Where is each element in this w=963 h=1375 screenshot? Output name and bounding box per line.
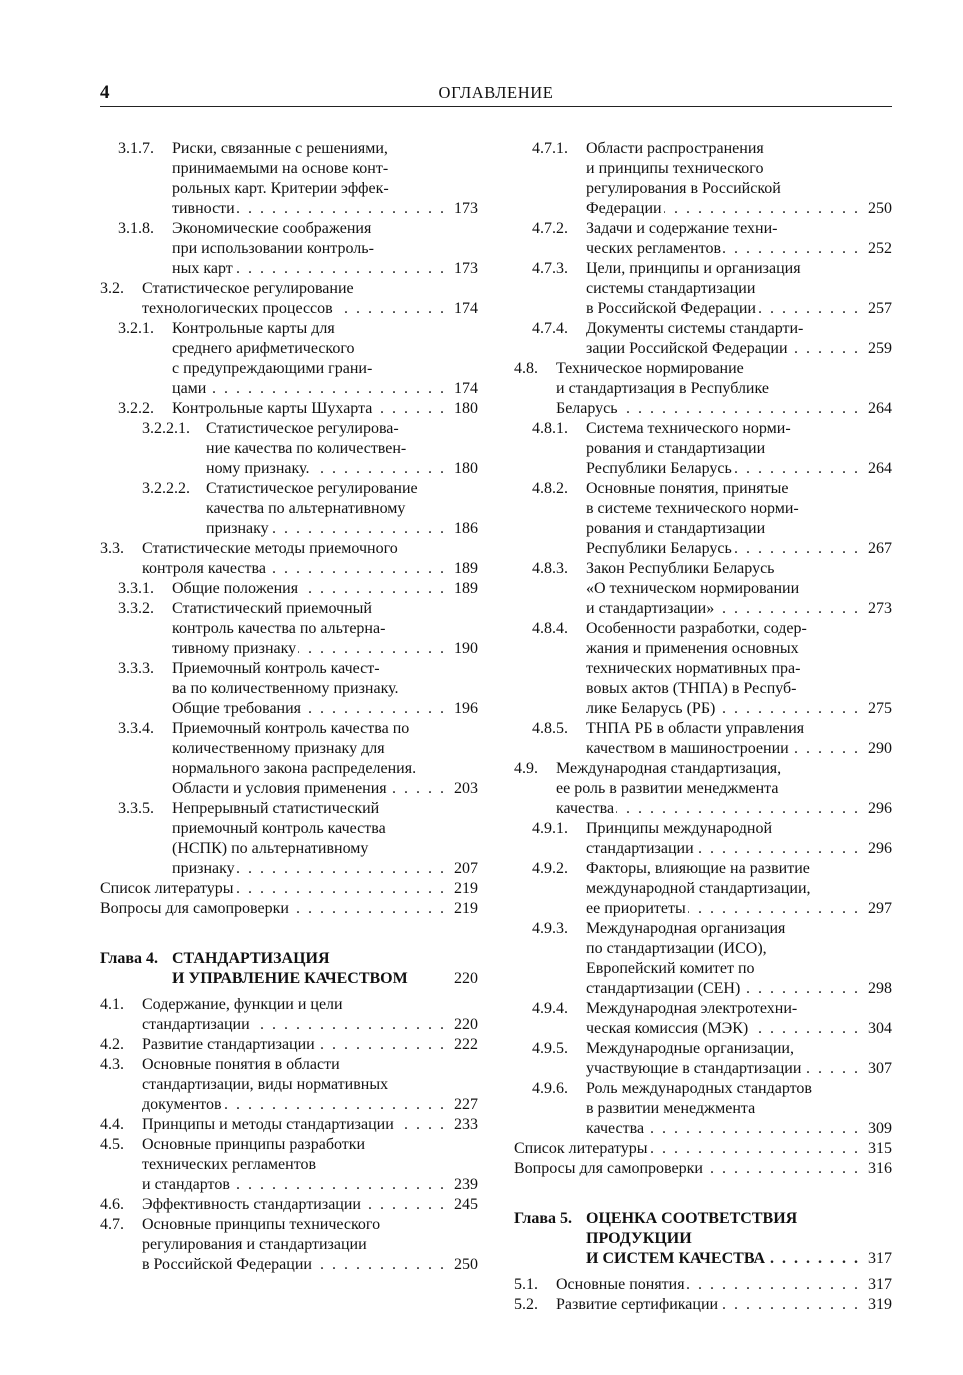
toc-entry-number: 3.3. [100,540,124,557]
toc-page-number: 173 [454,200,478,217]
toc-entry-title: жания и применения основных [586,640,799,657]
toc-leader-dots [734,459,860,479]
toc-entry-title: Принципы международной [586,820,773,837]
toc-page-number: 307 [868,1060,892,1077]
toc-page-number: 317 [868,1276,892,1293]
toc-page-number: 290 [868,740,892,757]
toc-entry-title: Непрерывный статистический [172,800,380,817]
toc-entry[interactable] [514,719,892,759]
toc-page-number: 180 [454,400,478,417]
toc-entry-title: Система технического норми- [586,420,791,437]
toc-entry-title: зации Российской Федерации [586,340,788,357]
toc-entry-title: стандартизации [142,1016,250,1033]
toc-page-number: 316 [868,1160,892,1177]
toc-entry[interactable] [100,719,478,799]
toc-entry-title: Основные принципы разработки [142,1136,366,1153]
toc-page-number: 298 [868,980,892,997]
toc-entry-number: 4.8.3. [532,560,568,577]
toc-leader-dots [758,299,860,319]
toc-leader-dots [687,1275,860,1295]
toc-entry-title: Международная организация [586,920,786,937]
toc-entry[interactable] [100,539,478,579]
toc-entry[interactable] [100,399,478,419]
toc-page-number: 257 [868,300,892,317]
toc-entry-title: Вопросы для самопроверки [514,1160,703,1177]
toc-entry-title: И СИСТЕМ КАЧЕСТВА [586,1250,766,1267]
toc-entry-title: Области и условия применения [172,780,387,797]
toc-entry-number: 4.8. [514,360,538,377]
toc-entry-title: вовых актов (ТНПА) в Респуб- [586,680,797,697]
toc-page-number: 250 [868,200,892,217]
toc-entry-title: ОЦЕНКА СООТВЕТСТВИЯ [586,1210,798,1227]
toc-page-number: 319 [868,1296,892,1313]
toc-entry-title: Общие положения [172,580,299,597]
toc-entry-title: Экономические соображения [172,220,372,237]
toc-entry-number: 3.2.2.2. [142,480,190,497]
toc-page-number: 297 [868,900,892,917]
toc-entry[interactable] [100,1055,478,1115]
toc-entry-title: Области распространения [586,140,764,157]
toc-entry-title: Международная стандартизация, [556,760,782,777]
toc-leader-dots [616,799,860,819]
toc-entry-title: Статистический приемочный [172,600,372,617]
toc-entry-title: И УПРАВЛЕНИЕ КАЧЕСТВОМ [172,970,408,987]
toc-page-number: 252 [868,240,892,257]
toc-entry-title: Республики Беларусь [586,540,732,557]
toc-entry-title: Факторы, влияющие на развитие [586,860,810,877]
toc-page-number: 220 [454,970,478,987]
toc-page-number: 220 [454,1016,478,1033]
toc-leader-dots [335,299,446,319]
toc-entry[interactable] [100,599,478,659]
toc-entry-number: 5.1. [514,1276,538,1293]
toc-leader-dots [750,1019,860,1039]
toc-entry-title: стандартизации, виды нормативных [142,1076,389,1093]
toc-entry[interactable] [514,479,892,559]
toc-entry-number: 4.9.3. [532,920,568,937]
toc-entry-title: стандартизации (СЕН) [586,980,741,997]
toc-page-number: 267 [868,540,892,557]
toc-entry-title: в развитии менеджмента [586,1100,756,1117]
toc-entry-number: 3.1.8. [118,220,154,237]
toc-page-number: 296 [868,800,892,817]
toc-entry-title: регулирования в Российской [586,180,781,197]
toc-entry-title: Особенности разработки, содер- [586,620,807,637]
toc-leader-dots [716,599,860,619]
toc-leader-dots [271,519,446,539]
toc-page-number: 250 [454,1256,478,1273]
toc-leader-dots [311,459,446,479]
toc-entry-title: контроль качества по альтерна- [172,620,386,637]
toc-page-number: 219 [454,900,478,917]
toc-entry[interactable] [514,759,892,819]
toc-leader-dots [298,639,446,659]
toc-entry-title: Статистическое регулирование [142,280,354,297]
toc-entry-title: качества [556,800,615,817]
toc-entry-title: принимаемыми на основе конт- [172,160,389,177]
toc-entry-number: Глава 5. [514,1210,572,1227]
toc-entry-number: 3.2.1. [118,320,154,337]
toc-entry-title: (НСПК) по альтернативному [172,840,369,857]
toc-entry-number: 4.9. [514,760,538,777]
toc-entry-title: Статистическое регулирова- [206,420,399,437]
toc-entry-title: в системе технического норми- [586,500,799,517]
toc-entry-number: 3.3.4. [118,720,154,737]
toc-page-number: 239 [454,1176,478,1193]
toc-page-number: 207 [454,860,478,877]
toc-entry-title: Список литературы [514,1140,648,1157]
toc-entry-number: 4.7. [100,1216,124,1233]
toc-entry-title: Приемочный контроль качества по [172,720,410,737]
toc-entry-title: рования и стандартизации [586,440,766,457]
toc-entry-title: по стандартизации (ИСО), [586,940,767,957]
toc-leader-dots [790,339,860,359]
toc-entry-number: 4.7.4. [532,320,568,337]
toc-entry-number: 3.1.7. [118,140,154,157]
toc-entry-title: Европейский комитет по [586,960,755,977]
toc-entry-title: при использовании контроль- [172,240,374,257]
toc-entry-title: Принципы и методы стандартизации [142,1116,394,1133]
toc-leader-dots [300,579,446,599]
toc-entry-title: в Российской Федерации [142,1256,312,1273]
toc-entry-title: ТНПА РБ в области управления [586,720,805,737]
toc-entry-title: Роль международных стандартов [586,1080,812,1097]
toc-chapter-entry[interactable] [514,1209,892,1269]
toc-leader-dots [646,1119,860,1139]
toc-entry-title: Вопросы для самопроверки [100,900,289,917]
toc-entry-title: ческих регламентов [586,240,722,257]
toc-entry[interactable] [100,579,478,599]
toc-page-number: 233 [454,1116,478,1133]
toc-entry-title: ее роль в развитии менеджмента [556,780,779,797]
toc-entry[interactable] [514,139,892,219]
toc-entry-number: Глава 4. [100,950,158,967]
toc-leader-dots [224,1095,446,1115]
toc-entry[interactable] [514,1159,892,1179]
toc-page-number: 245 [454,1196,478,1213]
toc-page-number: 273 [868,600,892,617]
toc-entry-number: 3.2.2. [118,400,154,417]
toc-entry[interactable] [514,359,892,419]
toc-entry-title: Цели, принципы и организация [586,260,801,277]
toc-entry-title: Общие требования [172,700,302,717]
toc-entry-title: в Российской Федерации [586,300,756,317]
toc-entry-title: Документы системы стандарти- [586,320,804,337]
toc-entry-title: лике Беларусь (РБ) [586,700,716,717]
toc-entry-number: 3.3.3. [118,660,154,677]
toc-entry[interactable] [100,879,478,899]
toc-entry-number: 4.4. [100,1116,124,1133]
toc-entry[interactable] [514,1139,892,1159]
toc-entry-title: и принципы технического [586,160,764,177]
toc-leader-dots [705,1159,860,1179]
toc-entry-number: 4.9.1. [532,820,568,837]
toc-entry-title: регулирования и стандартизации [142,1236,367,1253]
toc-leader-dots [237,199,446,219]
toc-leader-dots [688,899,860,919]
toc-leader-dots [235,259,446,279]
toc-entry-number: 4.8.5. [532,720,568,737]
toc-entry-title: Статистическое регулирование [206,480,418,497]
toc-page-number: 190 [454,640,478,657]
toc-entry-number: 4.1. [100,996,124,1013]
toc-entry-number: 5.2. [514,1296,538,1313]
toc-entry-title: Содержание, функции и цели [142,996,343,1013]
toc-entry-title: технологических процессов [142,300,333,317]
toc-entry[interactable] [100,1035,478,1055]
toc-entry[interactable] [100,1135,478,1195]
toc-entry-title: системы стандартизации [586,280,756,297]
toc-leader-dots [363,1195,446,1215]
toc-page-number: 315 [868,1140,892,1157]
toc-entry-title: участвующие в стандартизации [586,1060,802,1077]
toc-page-number: 203 [454,780,478,797]
toc-page-number: 275 [868,700,892,717]
toc-entry-title: признаку [206,520,269,537]
toc-page-number: 186 [454,520,478,537]
toc-entry-number: 4.6. [100,1196,124,1213]
toc-entry-title: ва по количественному признаку. [172,680,399,697]
toc-entry-title: «О техническом нормировании [586,580,800,597]
toc-entry-title: Задачи и содержание техни- [586,220,778,237]
toc-entry-title: Развитие стандартизации [142,1036,315,1053]
toc-page-number: 189 [454,560,478,577]
toc-entry-number: 3.3.2. [118,600,154,617]
toc-entry[interactable] [100,279,478,319]
toc-chapter-entry[interactable] [100,949,478,989]
toc-page-number: 317 [868,1250,892,1267]
toc-entry-title: ние качества по количествен- [206,440,407,457]
toc-leader-dots [314,1255,446,1275]
toc-entry-title: Техническое нормирование [556,360,744,377]
toc-entry-title: ческая комиссия (МЭК) [586,1020,749,1037]
toc-entry-number: 4.8.4. [532,620,568,637]
toc-leader-dots [767,1249,860,1269]
toc-leader-dots [237,859,446,879]
toc-entry[interactable] [514,819,892,859]
toc-entry-title: СТАНДАРТИЗАЦИЯ [172,950,330,967]
toc-entry-number: 3.2.2.1. [142,420,190,437]
toc-entry-number: 4.7.2. [532,220,568,237]
toc-entry-title: и стандартизации» [586,600,715,617]
toc-leader-dots [291,899,446,919]
toc-entry-number: 4.7.3. [532,260,568,277]
toc-entry-title: среднего арифметического [172,340,355,357]
toc-entry-title: с предупреждающими грани- [172,360,373,377]
toc-entry-title: ному признаку. [206,460,310,477]
toc-leader-dots [317,1035,446,1055]
toc-page-number: 180 [454,460,478,477]
toc-entry-title: тивности [172,200,235,217]
toc-entry[interactable] [100,419,478,479]
toc-entry-title: Международная электротехни- [586,1000,798,1017]
toc-entry[interactable] [514,219,892,259]
toc-column-right [514,139,892,1315]
toc-entry[interactable] [100,139,478,219]
toc-entry-title: международной стандартизации, [586,880,811,897]
toc-page-number: 219 [454,880,478,897]
toc-leader-dots [268,559,446,579]
toc-entry-number: 4.9.4. [532,1000,568,1017]
toc-entry[interactable] [514,1079,892,1139]
toc-entry-title: и стандартизация в Республике [556,380,769,397]
toc-page-number: 309 [868,1120,892,1137]
toc-entry[interactable] [100,1195,478,1215]
toc-entry-number: 4.7.1. [532,140,568,157]
toc-entry-title: качества по альтернативному [206,500,406,517]
toc-entry-title: цами [172,380,207,397]
toc-leader-dots [723,239,860,259]
toc-entry-number: 4.9.5. [532,1040,568,1057]
toc-entry-title: Федерации [586,200,662,217]
toc-entry-title: и стандартов [142,1176,230,1193]
toc-entry-number: 4.8.2. [532,480,568,497]
toc-entry-number: 4.9.6. [532,1080,568,1097]
toc-entry[interactable] [514,859,892,919]
toc-leader-dots [620,399,860,419]
toc-entry[interactable] [514,619,892,719]
toc-leader-dots [374,399,446,419]
toc-entry-title: стандартизации [586,840,694,857]
toc-leader-dots [650,1139,860,1159]
toc-leader-dots [252,1015,446,1035]
toc-entry-title: Риски, связанные с решениями, [172,140,388,157]
toc-entry-title: Приемочный контроль качест- [172,660,380,677]
toc-page-number: 296 [868,840,892,857]
toc-entry[interactable] [514,1039,892,1079]
toc-entry[interactable] [514,419,892,479]
toc-entry-title: качеством в машиностроении [586,740,789,757]
toc-leader-dots [742,979,860,999]
toc-entry-title: Контрольные карты Шухарта [172,400,373,417]
toc-entry-title: документов [142,1096,222,1113]
toc-leader-dots [236,879,446,899]
toc-entry-title: технических регламентов [142,1156,317,1173]
toc-entry[interactable] [100,479,478,539]
toc-entry[interactable] [514,1275,892,1295]
toc-leader-dots [696,839,860,859]
toc-entry-title: ных карт [172,260,233,277]
toc-entry-title: Международные организации, [586,1040,794,1057]
toc-entry-title: Контрольные карты для [172,320,335,337]
toc-entry-number: 3.2. [100,280,124,297]
page-number: 4 [100,82,110,103]
toc-entry[interactable] [100,219,478,279]
toc-page-number: 196 [454,700,478,717]
toc-entry[interactable] [100,1215,478,1275]
toc-leader-dots [803,1059,860,1079]
toc-entry-title: Закон Республики Беларусь [586,560,775,577]
page-title: ОГЛАВЛЕНИЕ [438,83,554,102]
toc-entry-title: Основные принципы технического [142,1216,381,1233]
toc-page-number: 174 [454,380,478,397]
toc-entry[interactable] [514,999,892,1039]
toc-entry[interactable] [100,659,478,719]
toc-entry-title: Основные понятия [556,1276,685,1293]
toc-leader-dots [208,379,446,399]
toc-entry-title: Основные понятия, принятые [586,480,789,497]
toc-entry-title: технических нормативных пра- [586,660,801,677]
toc-entry[interactable] [100,799,478,879]
toc-entry[interactable] [514,259,892,319]
toc-entry-number: 4.3. [100,1056,124,1073]
toc-entry-number: 4.5. [100,1136,124,1153]
toc-leader-dots [389,779,446,799]
toc-entry-title: Беларусь [556,400,618,417]
toc-entry-title: контроля качества [142,560,266,577]
toc-entry-number: 4.8.1. [532,420,568,437]
toc-entry-title: признаку [172,860,235,877]
toc-page-number: 227 [454,1096,478,1113]
toc-entry[interactable] [514,919,892,999]
toc-entry[interactable] [514,559,892,619]
toc-column-left [100,139,478,1275]
toc-entry-title: нормального закона распределения. [172,760,417,777]
toc-entry-title: количественному признаку для [172,740,385,757]
toc-entry-title: качества [586,1120,645,1137]
toc-entry-number: 4.9.2. [532,860,568,877]
toc-entry-title: Статистические методы приемочного [142,540,398,557]
toc-entry[interactable] [100,319,478,399]
toc-page-number: 173 [454,260,478,277]
toc-entry[interactable] [100,1115,478,1135]
toc-entry[interactable] [100,899,478,919]
toc-entry-number: 3.3.1. [118,580,154,597]
toc-entry[interactable] [100,995,478,1035]
toc-entry-number: 4.2. [100,1036,124,1053]
toc-entry-title: Развитие сертификации [556,1296,719,1313]
toc-entry-title: Список литературы [100,880,234,897]
toc-entry[interactable] [514,319,892,359]
toc-page-number: 189 [454,580,478,597]
toc-leader-dots [791,739,860,759]
toc-leader-dots [232,1175,446,1195]
toc-entry[interactable] [514,1295,892,1315]
toc-page-number: 174 [454,300,478,317]
page-header [100,80,892,107]
toc-entry-title: Республики Беларусь [586,460,732,477]
toc-entry-title: рольных карт. Критерии эффек- [172,180,389,197]
toc-leader-dots [717,699,860,719]
toc-entry-title: рования и стандартизации [586,520,766,537]
toc-leader-dots [720,1295,860,1315]
toc-page-number: 259 [868,340,892,357]
toc-entry-title: тивному признаку [172,640,297,657]
toc-entry-title: ее приоритеты [586,900,686,917]
toc-leader-dots [664,199,860,219]
toc-entry-title: Эффективность стандартизации [142,1196,361,1213]
toc-page-number: 264 [868,400,892,417]
toc-page-number: 264 [868,460,892,477]
toc-leader-dots [396,1115,446,1135]
toc-entry-number: 3.3.5. [118,800,154,817]
toc-leader-dots [734,539,860,559]
toc-page-number: 222 [454,1036,478,1053]
toc-leader-dots [303,699,446,719]
toc-page-number: 304 [868,1020,892,1037]
toc-entry-title: ПРОДУКЦИИ [586,1230,692,1247]
toc-entry-title: Основные понятия в области [142,1056,340,1073]
toc-entry-title: приемочный контроль качества [172,820,386,837]
